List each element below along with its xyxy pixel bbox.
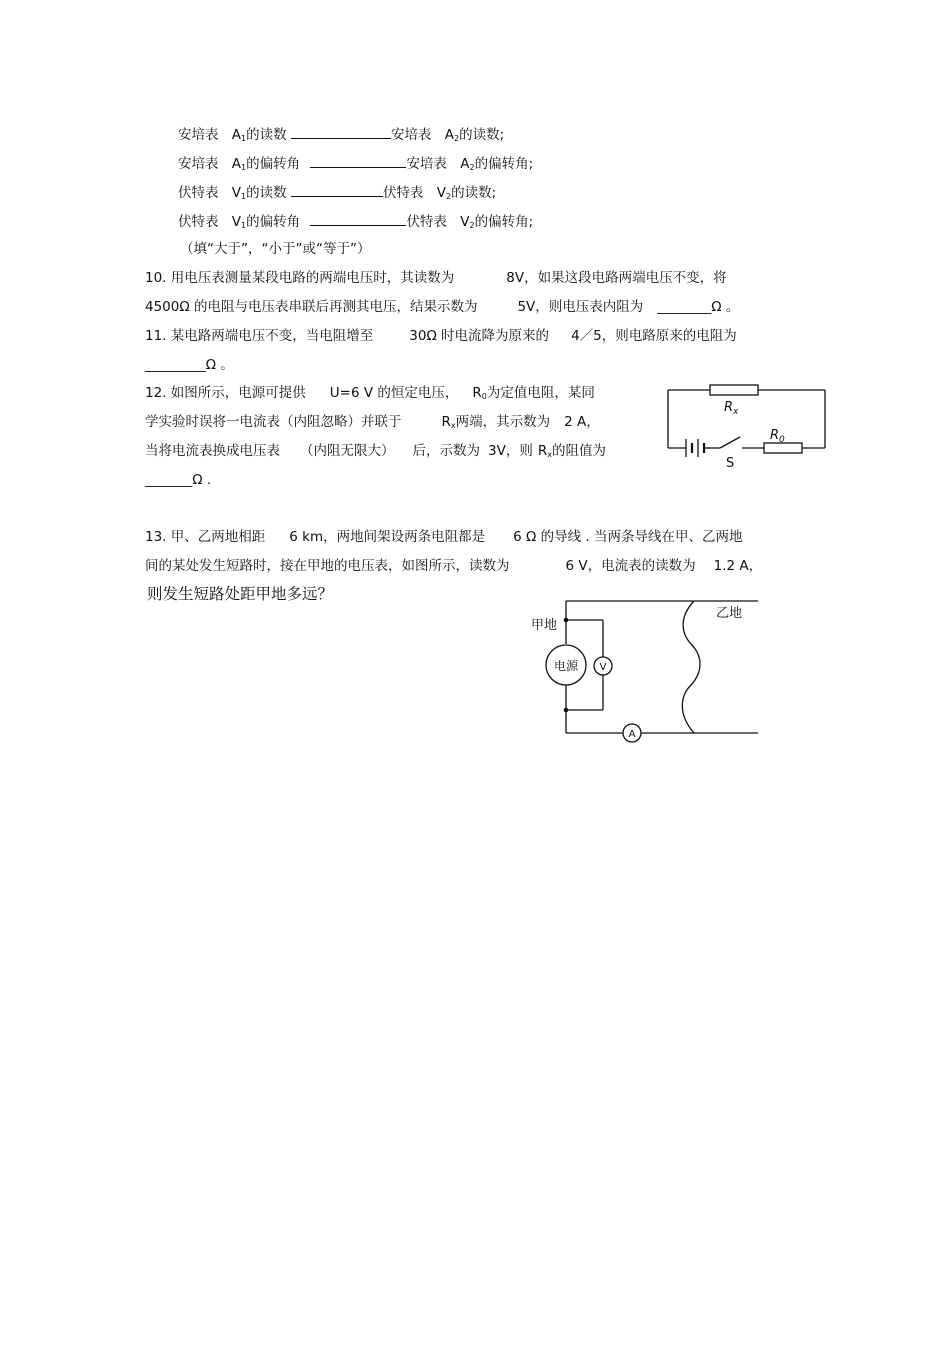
answer-blank[interactable] xyxy=(291,182,383,197)
answer-blank[interactable]: ________Ω 。 xyxy=(657,299,740,315)
text: 13. 甲、乙两地相距 xyxy=(145,529,266,545)
subscript: 1 xyxy=(241,134,247,143)
subscript: x xyxy=(547,450,552,459)
text: 8V，如果这段电路两端电压不变，将 xyxy=(506,270,727,286)
text: 30Ω 时电流降为原来的 xyxy=(409,328,550,344)
text: V xyxy=(460,214,470,230)
q12-line-3 xyxy=(145,442,606,464)
text: V xyxy=(436,185,446,201)
subscript: 1 xyxy=(241,192,247,201)
answer-blank[interactable] xyxy=(310,211,406,226)
subscript: 2 xyxy=(453,134,460,143)
q10-line-1 xyxy=(145,269,727,287)
text: A xyxy=(231,156,242,172)
subscript: 2 xyxy=(469,221,475,230)
text: 的读数; xyxy=(459,127,505,143)
label-rx: $R_x$ xyxy=(724,400,739,417)
text: 的阻值为 xyxy=(551,443,606,459)
q9-row-1 xyxy=(178,124,504,148)
text: 4／5，则电路原来的电阻为 xyxy=(571,328,737,344)
q10-line-2 xyxy=(145,298,739,316)
text: U=6 V 的恒定电压， xyxy=(329,385,459,401)
text: 伏特表 xyxy=(178,185,219,201)
text: A xyxy=(460,156,470,172)
q13-line-2 xyxy=(145,557,762,575)
q13-line-3: 则发生短路处距甲地多远？ xyxy=(147,585,334,603)
text: 10. 用电压表测量某段电路的两端电压时，其读数为 xyxy=(145,270,455,286)
text: 12. 如图所示，电源可提供 xyxy=(145,385,306,401)
text: V xyxy=(231,185,242,201)
text: 伏特表 xyxy=(178,214,219,230)
subscript: 1 xyxy=(241,163,247,172)
text: 2 A， xyxy=(564,414,600,430)
text: V xyxy=(231,214,242,230)
short-circuit-wire xyxy=(682,601,700,733)
text: 6 Ω 的导线 . 当两条导线在甲、乙两地 xyxy=(513,529,743,545)
text: 间的某处发生短路时，接在甲地的电压表，如图所示，读数为 xyxy=(145,558,510,574)
subscript: x xyxy=(450,421,456,430)
q13-line-1 xyxy=(145,528,743,546)
label-power-source: 电源 xyxy=(553,659,579,673)
text: （内阻无限大） xyxy=(300,443,395,459)
text: 的读数; xyxy=(451,185,497,201)
text: 的读数 xyxy=(246,185,287,201)
q12-circuit-diagram xyxy=(662,380,842,480)
text: 6 km，两地间架设两条电阻都是 xyxy=(289,529,486,545)
label-r0: $R_0$ xyxy=(770,428,785,445)
junction-dot xyxy=(564,708,569,713)
resistor-rx xyxy=(710,385,758,395)
text: A xyxy=(231,127,242,143)
label-ammeter: A xyxy=(628,729,636,740)
label-voltmeter: V xyxy=(599,662,607,673)
text: 的偏转角 xyxy=(246,214,301,230)
text: 为定值电阻，某同 xyxy=(486,385,595,401)
text: 两端，其示数为 xyxy=(455,414,551,430)
label-yi: 乙地 xyxy=(716,606,743,621)
text: 的偏转角; xyxy=(474,156,534,172)
q9-row-2 xyxy=(178,153,533,177)
label-jia: 甲地 xyxy=(531,618,558,633)
text: 后，示数为 xyxy=(412,443,480,459)
q11-line-2[interactable]: _________Ω 。 xyxy=(145,357,234,373)
text: 安培表 xyxy=(406,156,447,172)
answer-blank[interactable] xyxy=(291,124,391,139)
switch-blade xyxy=(720,437,740,448)
q12-line-2 xyxy=(145,413,600,435)
text: A xyxy=(444,127,454,143)
text: 安培表 xyxy=(178,156,219,172)
junction-dot xyxy=(564,618,569,623)
text: 1.2 A， xyxy=(713,558,763,574)
subscript: 2 xyxy=(445,192,452,201)
text: 6 V，电流表的读数为 xyxy=(565,558,696,574)
text: 的偏转角; xyxy=(474,214,534,230)
text: 3V，则 xyxy=(488,443,533,459)
text: 伏特表 xyxy=(406,214,447,230)
q12-line-1 xyxy=(145,384,595,406)
text: R xyxy=(537,443,548,459)
label-switch: S xyxy=(726,456,735,471)
text: 当将电流表换成电压表 xyxy=(145,443,280,459)
text: 4500Ω 的电阻与电压表串联后再测其电压，结果示数为 xyxy=(145,299,478,315)
subscript: 2 xyxy=(469,163,475,172)
text: 学实验时误将一电流表（内阻忽略）并联于 xyxy=(145,414,402,430)
q13-circuit-diagram xyxy=(528,596,768,746)
text: 11. 某电路两端电压不变，当电阻增至 xyxy=(145,328,374,344)
text: 的读数 xyxy=(246,127,287,143)
text: R xyxy=(441,414,451,430)
subscript: 1 xyxy=(241,221,247,230)
text: 伏特表 xyxy=(382,185,424,201)
q9-hint: （填“大于”，“小于”或“等于”） xyxy=(180,241,371,257)
subscript: 0 xyxy=(481,392,487,401)
q9-row-3 xyxy=(178,182,496,206)
text: 的偏转角 xyxy=(246,156,301,172)
text: 5V，则电压表内阻为 xyxy=(517,299,644,315)
text: 安培表 xyxy=(390,127,432,143)
text: 安培表 xyxy=(178,127,219,143)
text: R xyxy=(472,385,482,401)
q9-row-4 xyxy=(178,211,533,235)
q11-line-1 xyxy=(145,327,737,345)
q12-line-4[interactable]: _______Ω . xyxy=(145,472,212,488)
answer-blank[interactable] xyxy=(310,153,406,168)
